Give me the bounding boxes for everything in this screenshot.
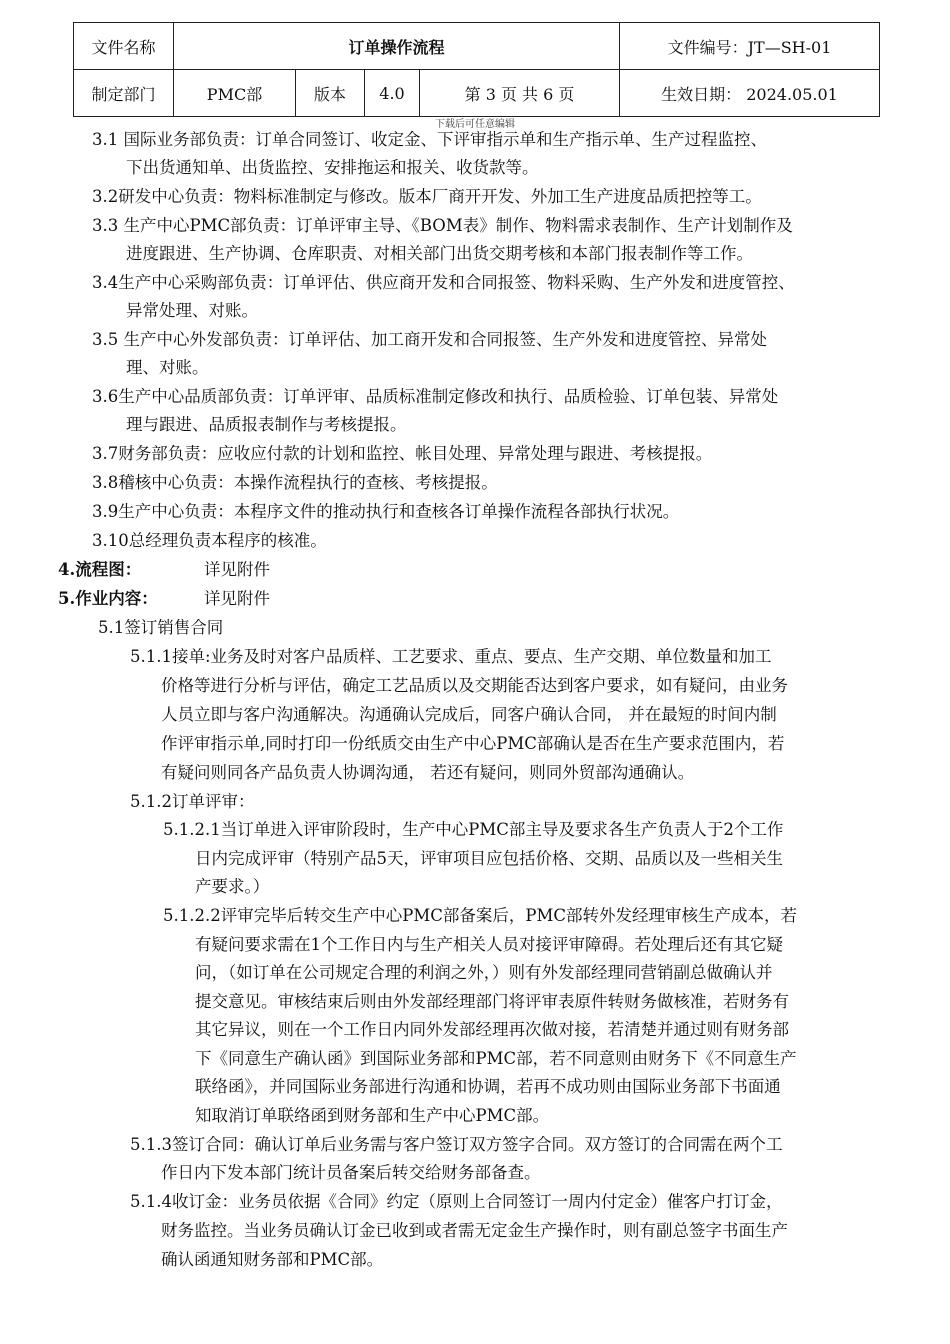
text-line: 作日内下发本部门统计员备案后转交给财务部备查。 xyxy=(161,1163,541,1182)
dept-value: PMC部 xyxy=(174,70,296,117)
text-line: 理、对账。 xyxy=(126,358,209,377)
version-value: 4.0 xyxy=(365,70,420,117)
text-line: 3.5 生产中心外发部负责：订单评估、加工商开发和合同报签、生产外发和进度管控、异常处 xyxy=(92,330,767,349)
text-line: 3.9生产中心负责：本程序文件的推动执行和查核各订单操作流程各部执行状况。 xyxy=(92,502,680,521)
text-line: 日内完成评审（特别产品5天，评审项目应包括价格、交期、品质以及一些相关生 xyxy=(195,849,783,868)
document-title: 订单操作流程 xyxy=(174,23,620,70)
text-line: 其它异议，则在一个工作日内同外发部经理再次做对接，若清楚并通过则有财务部 xyxy=(195,1020,789,1039)
text-line: 有疑问则同各产品负责人协调沟通， 若还有疑问，则同外贸部沟通确认。 xyxy=(161,763,695,782)
text-line: 5.1.4收订金：业务员依据《合同》约定（原则上合同签订一周内付定金）催客户打订金， xyxy=(130,1192,783,1211)
text-line: 作评审指示单,同时打印一份纸质交由生产中心PMC部确认是否在生产要求范围内，若 xyxy=(161,734,785,753)
section-heading: 4.流程图： xyxy=(58,560,142,579)
text-line: 3.7财务部负责：应收应付款的计划和监控、帐目处理、异常处理与跟进、考核提报。 xyxy=(92,444,713,463)
version-label: 版本 xyxy=(296,70,365,117)
section-heading: 5.作业内容： xyxy=(58,589,158,608)
text-line: 财务监控。当业务员确认订金已收到或者需无定金生产操作时，则有副总签字书面生产 xyxy=(161,1221,788,1240)
text-line: 下出货通知单、出货监控、安排拖运和报关、收货款等。 xyxy=(126,158,539,177)
text-line: 详见附件 xyxy=(204,560,270,579)
text-line: 进度跟进、生产协调、仓库职责、对相关部门出货交期考核和本部门报表制作等工作。 xyxy=(126,244,753,263)
text-line: 3.8稽核中心负责：本操作流程执行的查核、考核提报。 xyxy=(92,473,498,492)
text-line: 产要求。） xyxy=(195,877,270,896)
file-name-label: 文件名称 xyxy=(74,23,174,70)
text-line: 联络函》，并同国际业务部进行沟通和协调，若再不成功则由国际业务部下书面通 xyxy=(195,1077,781,1096)
text-line: 异常处理、对账。 xyxy=(126,301,258,320)
text-line: 5.1.3签订合同：确认订单后业务需与客户签订双方签字合同。双方签订的合同需在两个工 xyxy=(130,1135,783,1154)
text-line: 5.1.1接单:业务及时对客户品质样、工艺要求、重点、要点、生产交期、单位数量和加工 xyxy=(130,647,772,666)
text-line: 提交意见。审核结束后则由外发部经理部门将评审表原件转财务做核准，若财务有 xyxy=(195,992,789,1011)
text-line: 人员立即与客户沟通解决。沟通确认完成后，同客户确认合同， 并在最短的时间内制 xyxy=(161,705,777,724)
file-number: 文件编号：JT—SH-01 xyxy=(620,23,880,70)
text-line: 有疑问要求需在1个工作日内与生产相关人员对接评审障碍。若处理后还有其它疑 xyxy=(195,935,783,954)
page-info: 第 3 页 共 6 页 xyxy=(420,70,620,117)
text-line: 3.1 国际业务部负责：订单合同签订、收定金、下评审指示单和生产指示单、生产过程监控、 xyxy=(92,130,767,149)
text-line: 3.10总经理负责本程序的核准。 xyxy=(92,531,327,550)
text-line: 3.6生产中心品质部负责：订单评审、品质标准制定修改和执行、品质检验、订单包装、异常处 xyxy=(92,387,779,406)
subsection-heading: 5.1签订销售合同 xyxy=(98,618,224,637)
text-line: 理与跟进、品质报表制作与考核提报。 xyxy=(126,415,407,434)
text-line: 问，（如订单在公司规定合理的利润之外，）则有外发部经理同营销副总做确认并 xyxy=(195,963,773,982)
text-line: 3.3 生产中心PMC部负责：订单评审主导、《BOM表》制作、物料需求表制作、生产计划制作及 xyxy=(92,216,793,235)
text-line: 确认函通知财务部和PMC部。 xyxy=(161,1250,384,1269)
text-line: 3.2研发中心负责：物料标准制定与修改。版本厂商开开发、外加工生产进度品质把控等工。 xyxy=(92,187,762,206)
text-line: 5.1.2订单评审： xyxy=(130,792,255,811)
text-line: 价格等进行分析与评估，确定工艺品质以及交期能否达到客户要求，如有疑问，由业务 xyxy=(161,676,788,695)
text-line: 5.1.2.1当订单进入评审阶段时，生产中心PMC部主导及要求各生产负责人于2个工作 xyxy=(163,820,784,839)
text-line: 5.1.2.2评审完毕后转交生产中心PMC部备案后，PMC部转外发经理审核生产成本，若 xyxy=(163,906,797,925)
document-header-table xyxy=(73,22,880,117)
text-line: 知取消订单联络函到财务部和生产中心PMC部。 xyxy=(195,1106,550,1125)
text-line: 3.4生产中心采购部负责：订单评估、供应商开发和合同报签、物料采购、生产外发和进度管控、 xyxy=(92,273,795,292)
watermark-text: 下载后可任意编辑 xyxy=(435,119,515,130)
text-line: 详见附件 xyxy=(204,589,270,608)
dept-label: 制定部门 xyxy=(74,70,174,117)
text-line: 下《同意生产确认函》到国际业务部和PMC部，若不同意则由财务下《不同意生产 xyxy=(195,1049,797,1068)
effective-date: 生效日期： 2024.05.01 xyxy=(620,70,880,117)
